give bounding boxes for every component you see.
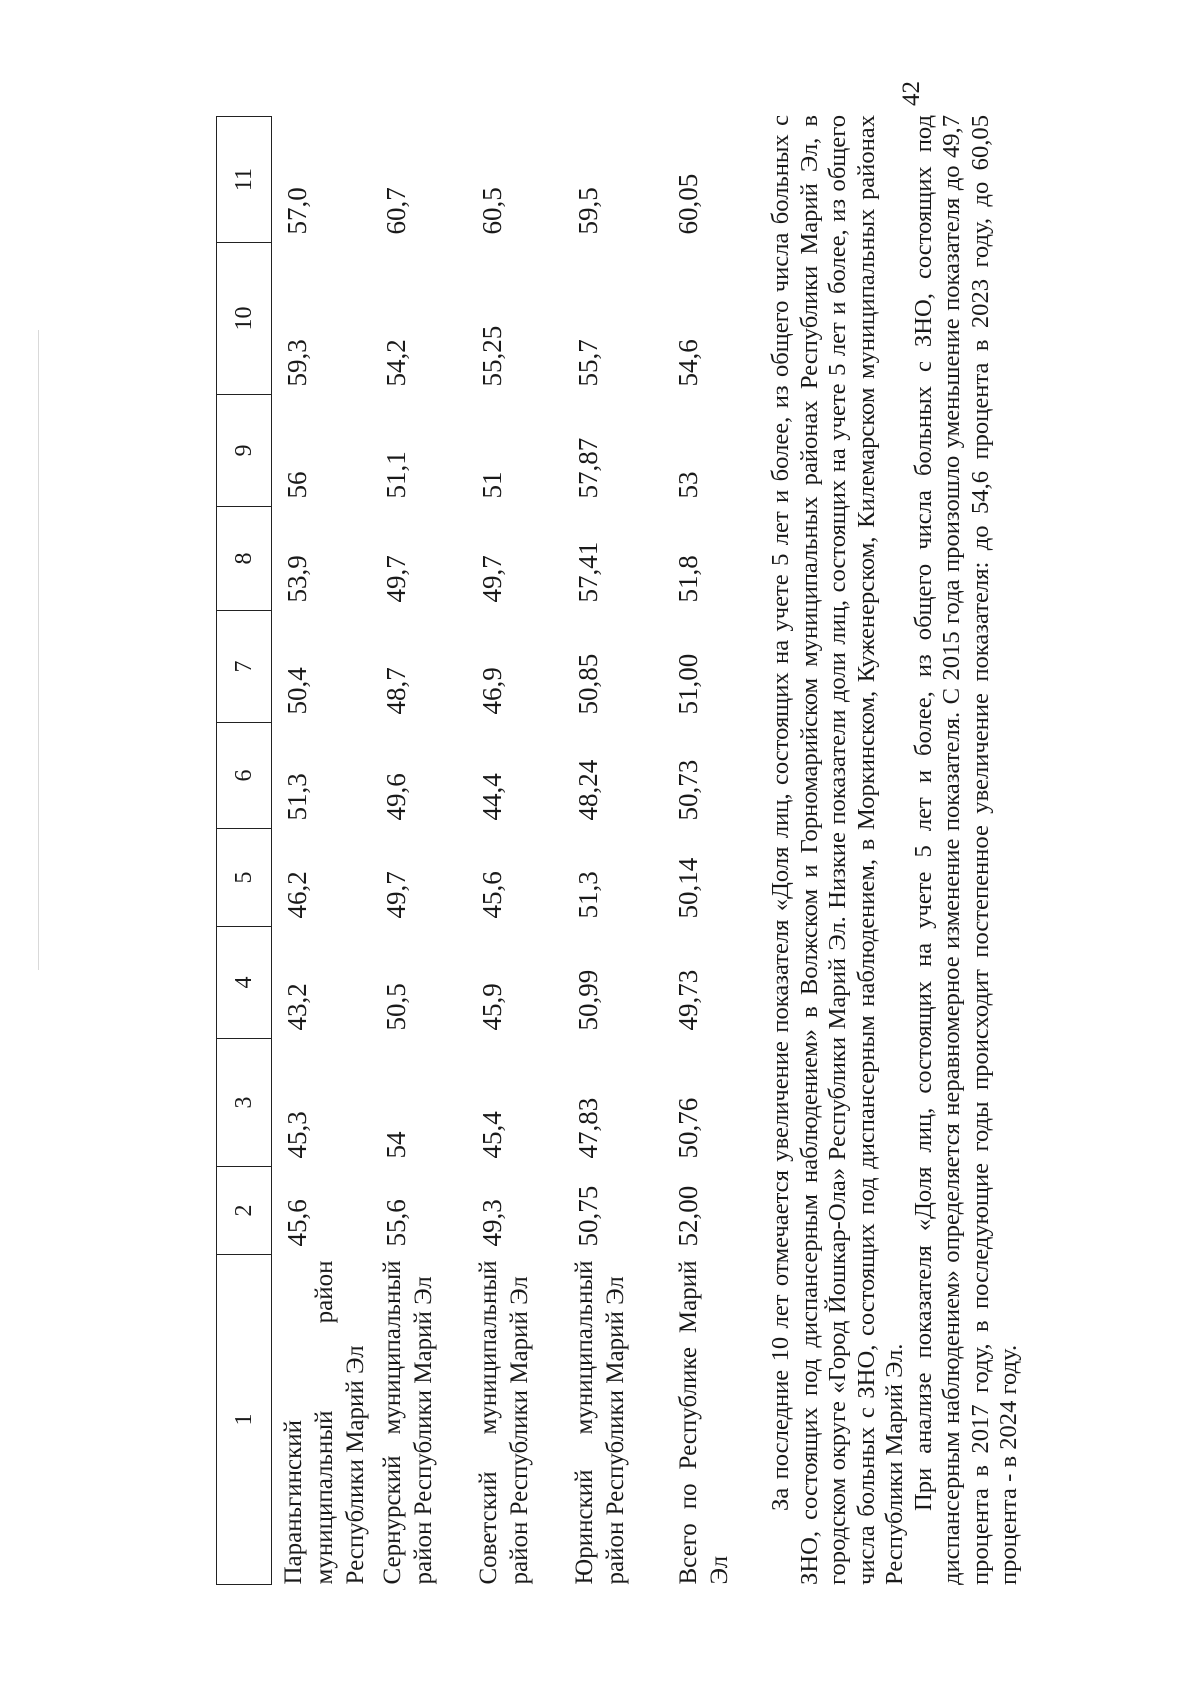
value-cell: 49,73 <box>673 969 703 1031</box>
value-cell: 54,6 <box>673 339 703 387</box>
value-cell: 50,5 <box>381 983 411 1031</box>
value-cell: 51,3 <box>282 773 312 821</box>
value-cell: 47,83 <box>573 1097 603 1159</box>
value-cell: 50,76 <box>673 1097 703 1159</box>
value-cell: 50,73 <box>673 759 703 821</box>
value-cell: 43,2 <box>282 983 312 1031</box>
value-cell: 59,5 <box>573 187 603 235</box>
value-cell: 45,6 <box>282 1199 312 1247</box>
region-name-cell: Советский муниципальный район Республики Марий Эл <box>475 1260 533 1585</box>
value-cell: 60,05 <box>673 173 703 235</box>
column-header: 3 <box>217 1039 272 1167</box>
value-cell: 52,00 <box>673 1185 703 1247</box>
table-row <box>272 117 372 1585</box>
value-cell: 50,85 <box>573 653 603 715</box>
value-cell: 55,7 <box>573 339 603 387</box>
value-cell: 51,3 <box>573 871 603 919</box>
indicator-table <box>216 116 751 1585</box>
column-header: 4 <box>217 927 272 1039</box>
value-cell: 60,7 <box>381 187 411 235</box>
value-cell: 48,7 <box>381 667 411 715</box>
value-cell: 51 <box>477 471 507 499</box>
value-cell: 51,00 <box>673 653 703 715</box>
value-cell: 54 <box>381 1131 411 1159</box>
total-label-cell: Всего по Республике Марий Эл <box>675 1260 733 1585</box>
paragraph: За последние 10 лет отмечается увеличение показателя «Доля лиц, состоящих на учете 5 лет и более, из общего числа больных с ЗНО, состоящих под диспансерным наблюдением» в Волжском и Горномарийском муниципальных районах Республики Марий Эл, в городском округе «Город Йошкар-Ола» Республики Марий Эл. Низкие показатели доли лиц, состоящих на учете 5 лет и более, из общего числа больных с ЗНО, состоящих под диспансерным наблюдением, в Моркинском, Куженерском, Килемарском муниципальных районах Республики Марий Эл. <box>767 115 908 1585</box>
page-number: 42 <box>898 81 925 106</box>
value-cell: 49,3 <box>477 1199 507 1247</box>
value-cell: 55,25 <box>477 325 507 387</box>
value-cell: 50,99 <box>573 969 603 1031</box>
column-header: 9 <box>217 395 272 507</box>
value-cell: 46,9 <box>477 667 507 715</box>
value-cell: 50,14 <box>673 857 703 919</box>
value-cell: 48,24 <box>573 759 603 821</box>
value-cell: 49,7 <box>477 555 507 603</box>
body-text <box>767 115 1024 1585</box>
value-cell: 60,5 <box>477 187 507 235</box>
value-cell: 50,75 <box>573 1185 603 1247</box>
value-cell: 57,87 <box>573 437 603 499</box>
table-row <box>467 117 563 1585</box>
column-header: 1 <box>217 1255 272 1585</box>
table-row <box>563 117 659 1585</box>
region-name-cell: Юринский муниципальный район Республики Марий Эл <box>571 1260 629 1585</box>
value-cell: 45,9 <box>477 983 507 1031</box>
value-cell: 51,1 <box>381 451 411 499</box>
value-cell: 54,2 <box>381 339 411 387</box>
table-total-row <box>659 117 751 1585</box>
value-cell: 57,0 <box>282 187 312 235</box>
value-cell: 59,3 <box>282 339 312 387</box>
value-cell: 57,41 <box>573 541 603 603</box>
value-cell: 49,7 <box>381 555 411 603</box>
column-header: 10 <box>217 243 272 395</box>
value-cell: 51,8 <box>673 555 703 603</box>
value-cell: 50,4 <box>282 667 312 715</box>
value-cell: 53,9 <box>282 555 312 603</box>
region-name-cell: Параньгинский муниципальный район Республики Марий Эл <box>280 1260 369 1585</box>
rotated-page-content <box>216 115 1032 1585</box>
value-cell: 45,6 <box>477 871 507 919</box>
value-cell: 49,6 <box>381 773 411 821</box>
value-cell: 46,2 <box>282 871 312 919</box>
scan-edge-mark <box>38 330 39 970</box>
column-header: 5 <box>217 829 272 927</box>
table-row <box>371 117 467 1585</box>
value-cell: 45,4 <box>477 1111 507 1159</box>
value-cell: 49,7 <box>381 871 411 919</box>
column-header: 8 <box>217 507 272 611</box>
value-cell: 44,4 <box>477 773 507 821</box>
column-header: 7 <box>217 611 272 723</box>
region-name-cell: Сернурский муниципальный район Республики Марий Эл <box>379 1260 437 1585</box>
value-cell: 56 <box>282 471 312 499</box>
table-header-row <box>217 117 272 1585</box>
value-cell: 53 <box>673 471 703 499</box>
column-header: 2 <box>217 1167 272 1255</box>
column-header: 6 <box>217 723 272 829</box>
value-cell: 45,3 <box>282 1111 312 1159</box>
column-header: 11 <box>217 117 272 243</box>
paragraph: При анализе показателя «Доля лиц, состоящих на учете 5 лет и более, из общего числа больных с ЗНО, состоящих под диспансерным наблюдением» определяется неравномерное изменение показателя. С 2015 года произошло уменьшение показателя до 49,7 процента в 2017 году, в последующие годы происходит постепенное увеличение показателя: до 54,6 процента в 2023 году, до 60,05 процента - в 2024 году. <box>909 115 1022 1585</box>
value-cell: 55,6 <box>381 1199 411 1247</box>
